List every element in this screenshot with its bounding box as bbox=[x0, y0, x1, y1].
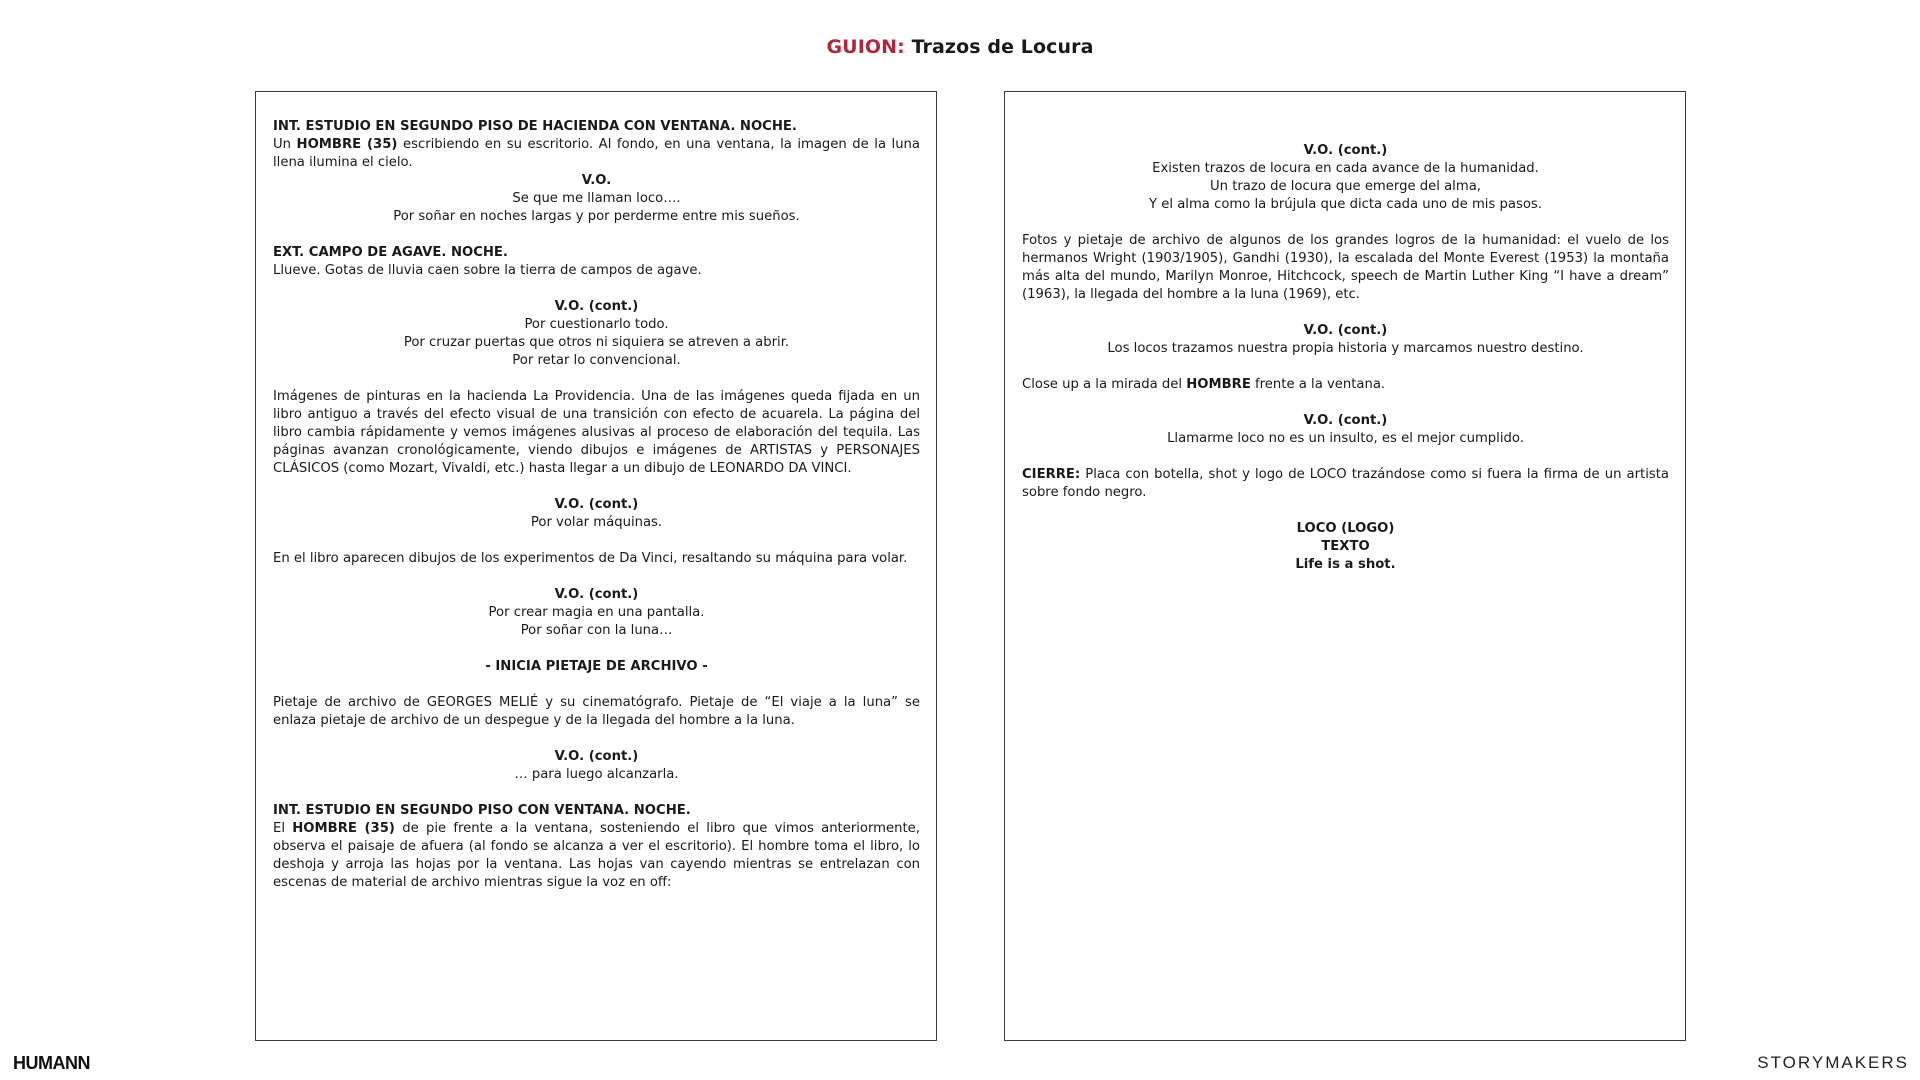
scene-heading: INT. ESTUDIO EN SEGUNDO PISO CON VENTANA. NOCHE. bbox=[273, 803, 691, 818]
dialogue-line: Se que me llaman loco…. bbox=[512, 191, 681, 206]
humann-logo: HUMANN bbox=[13, 1053, 90, 1073]
action-text: Imágenes de pinturas en la hacienda La Providencia. Una de las imágenes queda fijada en un libro antiguo a través del efecto visual de una transición con efecto de acuarela. La página del libro cambia rápidamente y vemos imágenes alusivas al proceso de elaboración del tequila. Las páginas avanzan cronológicamente, viendo dibujos e imágenes de ARTISTAS y PERSONAJES CLÁSICOS (como Mozart, Vivaldi, etc.) hasta llegar a un dibujo de LEONARDO DA VINCI. bbox=[273, 389, 920, 476]
action-text bbox=[273, 820, 920, 892]
title-text: Trazos de Locura bbox=[911, 36, 1094, 58]
dialogue-line: Y el alma como la brújula que dicta cada uno de mis pasos. bbox=[1149, 197, 1542, 212]
dialogue-line: Por crear magia en una pantalla. bbox=[488, 605, 705, 620]
closing-label: CIERRE: bbox=[1022, 467, 1081, 482]
dialogue-line: Un trazo de locura que emerge del alma, bbox=[1210, 179, 1481, 194]
dialogue-line: Por soñar en noches largas y por perderme entre mis sueños. bbox=[393, 209, 800, 224]
storymakers-logo: STORYMAKERS bbox=[1757, 1053, 1909, 1072]
dialogue-label: V.O. (cont.) bbox=[554, 497, 639, 512]
dialogue-line: Por volar máquinas. bbox=[530, 515, 663, 530]
action-text-part: de pie frente a la ventana, sosteniendo el libro que vimos anteriormente, observa el paisaje de afuera (al fondo se alcanza a ver el escritorio). El hombre toma el libro, lo deshoja y arroja las hojas por la ventana. Las hojas van cayendo mientras se entrelazan con escenas de material de archivo mientras sigue la voz en off: bbox=[273, 821, 920, 890]
script-page-left bbox=[255, 91, 937, 1041]
action-text: Fotos y pietaje de archivo de algunos de los grandes logros de la humanidad: el vuelo de los hermanos Wright (1903/1905), Gandhi (1930), la escalada del Monte Everest (1953) la montaña más alta del mundo, Marilyn Monroe, Hitchcock, speech de Martin Luther King “I have a dream” (1963), la llegada del hombre a la luna (1969), etc. bbox=[1022, 233, 1669, 302]
dialogue-label: V.O. (cont.) bbox=[1303, 413, 1388, 428]
action-text: Pietaje de archivo de GEORGES MELIÉ y su cinematógrafo. Pietaje de “El viaje a la luna” se enlaza pietaje de archivo de un despegue y de la llegada del hombre a la luna. bbox=[273, 695, 920, 728]
closing-text bbox=[1022, 466, 1669, 502]
action-text-part: frente a la ventana. bbox=[1250, 377, 1386, 392]
action-text-part: Un bbox=[273, 137, 297, 152]
dialogue-label: V.O. (cont.) bbox=[554, 749, 639, 764]
archive-marker: - INICIA PIETAJE DE ARCHIVO - bbox=[485, 659, 708, 674]
dialogue-line: Por cuestionarlo todo. bbox=[524, 317, 669, 332]
end-line: LOCO (LOGO) bbox=[1296, 521, 1395, 536]
action-text: En el libro aparecen dibujos de los experimentos de Da Vinci, resaltando su máquina para volar. bbox=[273, 551, 908, 566]
dialogue-line: Los locos trazamos nuestra propia historia y marcamos nuestro destino. bbox=[1107, 341, 1584, 356]
dialogue-line: Por cruzar puertas que otros ni siquiera se atreven a abrir. bbox=[403, 335, 790, 350]
dialogue-line: Llamarme loco no es un insulto, es el mejor cumplido. bbox=[1167, 431, 1524, 446]
end-line: Life is a shot. bbox=[1295, 557, 1396, 572]
scene-heading: EXT. CAMPO DE AGAVE. NOCHE. bbox=[273, 245, 508, 260]
action-text-part: escribiendo en su escritorio. Al fondo, en una ventana, la imagen de la luna llena ilumina el cielo. bbox=[273, 137, 921, 170]
dialogue-label: V.O. (cont.) bbox=[1303, 323, 1388, 338]
dialogue-label: V.O. (cont.) bbox=[554, 299, 639, 314]
dialogue-line: Por soñar con la luna… bbox=[520, 623, 673, 638]
dialogue-line: Por retar lo convencional. bbox=[512, 353, 681, 368]
dialogue-line: … para luego alcanzarla. bbox=[514, 767, 679, 782]
title-label: GUION: bbox=[826, 36, 905, 58]
action-text bbox=[273, 136, 920, 172]
character-name: HOMBRE (35) bbox=[296, 137, 398, 152]
action-text bbox=[1022, 376, 1669, 394]
action-text-part: El bbox=[273, 821, 293, 836]
character-name: HOMBRE bbox=[1186, 377, 1251, 392]
closing-description: Placa con botella, shot y logo de LOCO trazándose como si fuera la firma de un artista sobre fondo negro. bbox=[1022, 467, 1669, 500]
scene-heading: INT. ESTUDIO EN SEGUNDO PISO DE HACIENDA CON VENTANA. NOCHE. bbox=[273, 119, 797, 134]
script-page-right bbox=[1004, 91, 1686, 1041]
end-line: TEXTO bbox=[1321, 539, 1370, 554]
page-title bbox=[0, 36, 1920, 58]
character-name: HOMBRE (35) bbox=[292, 821, 395, 836]
dialogue-line: Existen trazos de locura en cada avance de la humanidad. bbox=[1152, 161, 1539, 176]
dialogue-label: V.O. bbox=[581, 173, 612, 188]
action-text-part: Close up a la mirada del bbox=[1022, 377, 1187, 392]
action-text: Llueve. Gotas de lluvia caen sobre la tierra de campos de agave. bbox=[273, 263, 702, 278]
dialogue-label: V.O. (cont.) bbox=[554, 587, 639, 602]
dialogue-label: V.O. (cont.) bbox=[1303, 143, 1388, 158]
